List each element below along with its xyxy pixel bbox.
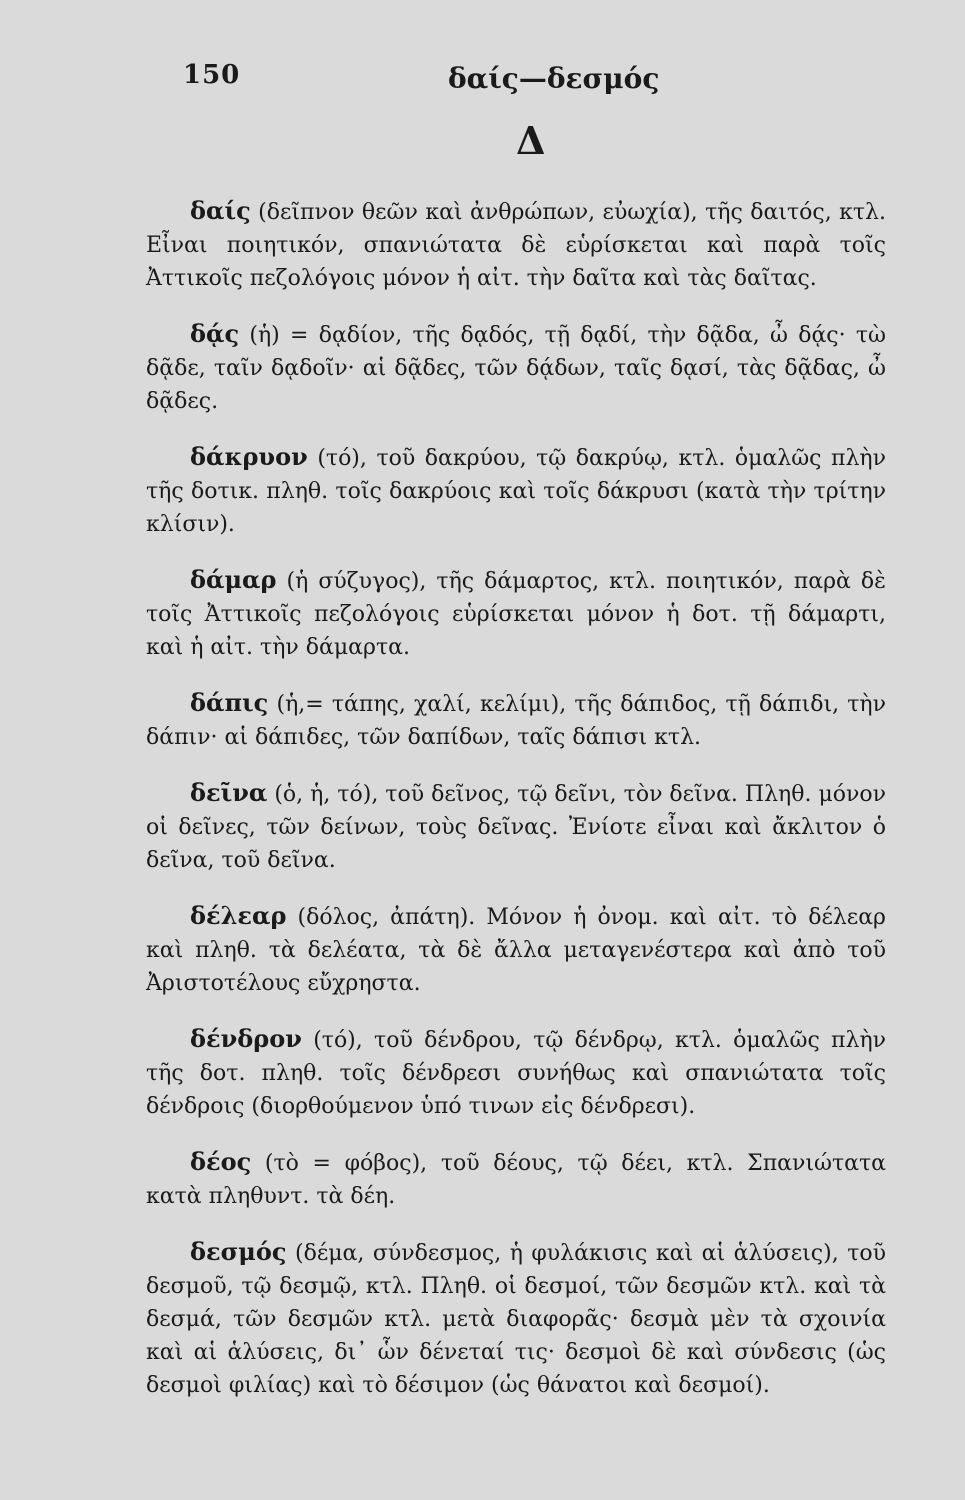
entry-text: (τὸ = φόβος), τοῦ δέους, τῷ δέει, κτλ. Σπανιώτατα κατὰ πληθυντ. τὰ δέη.	[146, 1151, 886, 1209]
entry-headword: δᾴς	[190, 319, 240, 348]
entry-text: (δεῖπνον θεῶν καὶ ἀνθρώπων, εὐωχία), τῆς δαιτός, κτλ. Εἶναι ποιητικόν, σπανιώτατα δὲ εὑρίσκεται καὶ παρὰ τοῖς Ἀττικοῖς πεζολόγοις μόνον ἡ αἰτ. τὴν δαῖτα καὶ τὰς δαῖτας.	[146, 200, 886, 291]
section-letter: Δ	[516, 118, 546, 163]
entry-headword: δέλεαρ	[190, 901, 287, 930]
entry-headword: δάπις	[190, 688, 269, 717]
dictionary-entry	[146, 317, 886, 418]
entry-headword: δένδρον	[190, 1024, 302, 1053]
entry-headword: δάκρυον	[190, 442, 308, 471]
running-head: δαίς—δεσμός	[448, 62, 660, 95]
entry-text: (τό), τοῦ δακρύου, τῷ δακρύῳ, κτλ. ὁμαλῶς πλὴν τῆς δοτικ. πληθ. τοῖς δακρύοις καὶ τοῖς δάκρυσι (κατὰ τὴν τρίτην κλίσιν).	[146, 446, 886, 537]
dictionary-entry	[146, 563, 886, 664]
entry-headword: δεῖνα	[190, 778, 268, 807]
entry-list	[146, 172, 886, 1422]
entry-text: (ἡ) = δᾳδίον, τῆς δᾳδός, τῇ δᾳδί, τὴν δᾷδα, ὦ δᾴς· τὼ δᾷδε, ταῖν δᾳδοῖν· αἱ δᾷδες, τῶν δᾴδων, ταῖς δᾳσί, τὰς δᾷδας, ὦ δᾷδες.	[146, 323, 886, 414]
dictionary-entry	[146, 440, 886, 541]
entry-headword: δέος	[190, 1147, 252, 1176]
dictionary-entry	[146, 1235, 886, 1402]
page-number: 150	[183, 60, 241, 90]
dictionary-entry	[146, 1145, 886, 1213]
entry-headword: δαίς	[190, 196, 251, 225]
dictionary-entry	[146, 899, 886, 1000]
entry-text: (ἡ,= τάπης, χαλί, κελίμι), τῆς δάπιδος, τῇ δάπιδι, τὴν δάπιν· αἱ δάπιδες, τῶν δαπίδων, ταῖς δάπισι κτλ.	[146, 692, 886, 750]
dictionary-entry	[146, 686, 886, 754]
entry-headword: δάμαρ	[190, 565, 277, 594]
entry-text: (ἡ σύζυγος), τῆς δάμαρτος, κτλ. ποιητικόν, παρὰ δὲ τοῖς Ἀττικοῖς πεζολόγοις εὑρίσκεται μόνον ἡ δοτ. τῇ δάμαρτι, καὶ ἡ αἰτ. τὴν δάμαρτα.	[146, 569, 886, 660]
dictionary-entry	[146, 194, 886, 295]
dictionary-entry	[146, 1022, 886, 1123]
entry-text: (ὁ, ἡ, τό), τοῦ δεῖνος, τῷ δεῖνι, τὸν δεῖνα. Πληθ. μόνον οἱ δεῖνες, τῶν δείνων, τοὺς δεῖνας. Ἐνίοτε εἶναι καὶ ἄκλιτον ὁ δεῖνα, τοῦ δεῖνα.	[146, 782, 886, 873]
entry-text: (δέμα, σύνδεσμος, ἡ φυλάκισις καὶ αἱ ἁλύσεις), τοῦ δεσμοῦ, τῷ δεσμῷ, κτλ. Πληθ. οἱ δεσμοί, τῶν δεσμῶν κτλ. καὶ τὰ δεσμά, τῶν δεσμῶν κτλ. μετὰ διαφορᾶς· δεσμὰ μὲν τὰ σχοινία καὶ αἱ ἁλύσεις, δι᾽ ὧν δένεταί τις· δεσμοὶ δὲ καὶ σύνδεσις (ὡς δεσμοὶ φιλίας) καὶ τὸ δέσιμον (ὡς θάνατοι καὶ δεσμοί).	[146, 1241, 887, 1398]
entry-headword: δεσμός	[190, 1237, 287, 1266]
dictionary-entry	[146, 776, 886, 877]
entry-text: (δόλος, ἀπάτη). Μόνον ἡ ὀνομ. καὶ αἰτ. τὸ δέλεαρ καὶ πληθ. τὰ δελέατα, τὰ δὲ ἄλλα μεταγενέστερα καὶ ἀπὸ τοῦ Ἀριστοτέλους εὔχρηστα.	[146, 905, 886, 996]
entry-text: (τό), τοῦ δένδρου, τῷ δένδρῳ, κτλ. ὁμαλῶς πλὴν τῆς δοτ. πληθ. τοῖς δένδρεσι συνήθως καὶ σπανιώτατα τοῖς δένδροις (διορθούμενον ὑπό τινων εἰς δένδρεσι).	[146, 1028, 887, 1119]
